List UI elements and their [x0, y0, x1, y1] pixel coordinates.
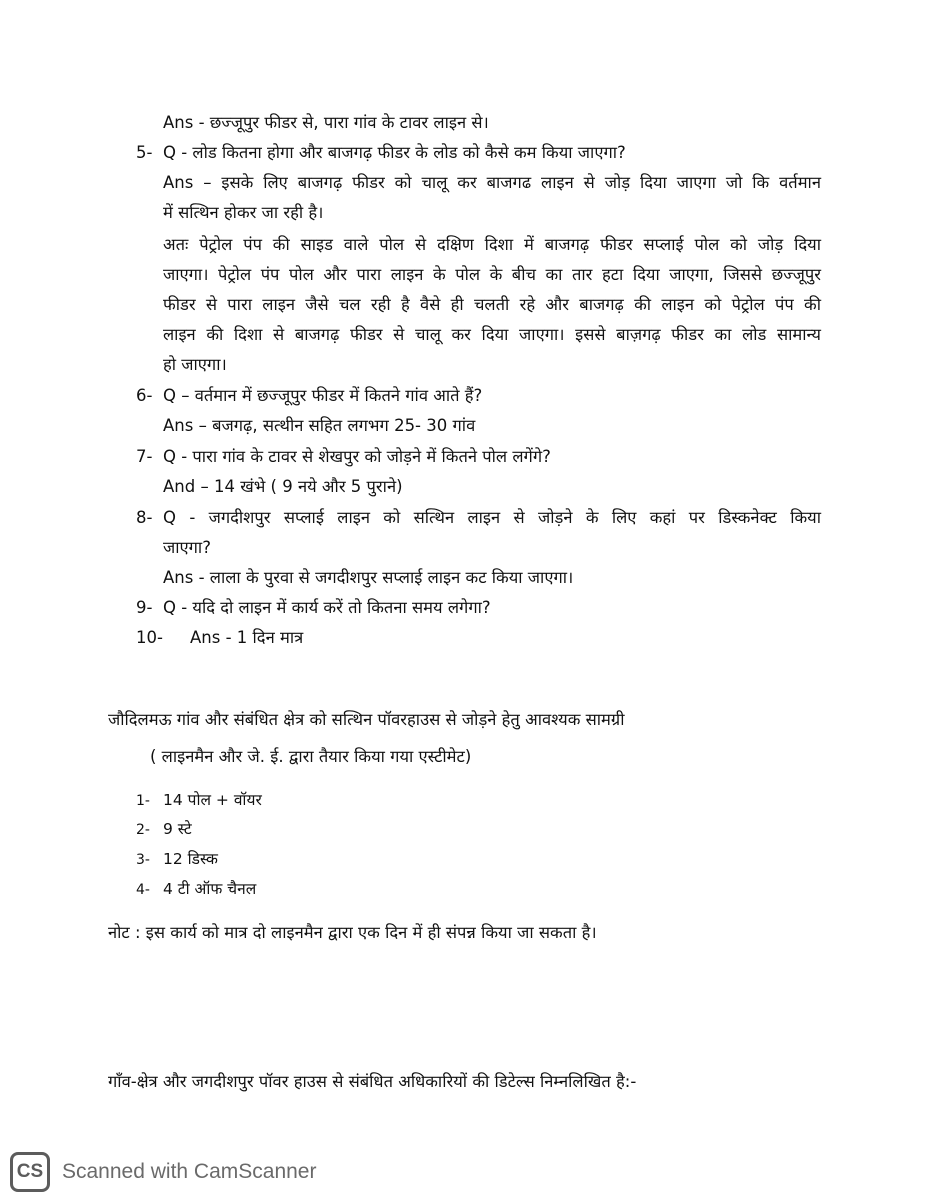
- q6-number: 6-: [136, 386, 153, 405]
- note-text: नोट : इस कार्य को मात्र दो लाइनमैन द्वारा एक दिन में ही संपन्न किया जा सकता है।: [108, 923, 597, 942]
- camscanner-watermark: [10, 1150, 316, 1194]
- material-number: 1-: [136, 793, 150, 809]
- q5-number: 5-: [136, 143, 153, 162]
- material-item: 4 टी ऑफ चैनल: [163, 880, 257, 898]
- q8-question-line-2: जाएगा?: [163, 538, 211, 557]
- q6-answer: Ans – बजगढ़, सत्थीन सहित लगभग 25- 30 गांव: [163, 416, 476, 435]
- q5-answer-line-3: अतः पेट्रोल पंप की साइड वाले पोल से दक्षिण दिशा में बाजगढ़ फीडर सप्लाई पोल को जोड़ दिया: [163, 235, 821, 254]
- q6-question: Q – वर्तमान में छज्जूपुर फीडर में कितने गांव आते हैं?: [163, 386, 483, 405]
- q7-answer: And – 14 खंभे ( 9 नये और 5 पुराने): [163, 477, 403, 496]
- q9-question: Q - यदि दो लाइन में कार्य करें तो कितना समय लगेगा?: [163, 598, 491, 617]
- q9-number: 9-: [136, 598, 153, 617]
- q7-question: Q - पारा गांव के टावर से शेखपुर को जोड़ने में कितने पोल लगेंगे?: [163, 447, 551, 466]
- q5-answer-line-4: जाएगा। पेट्रोल पंप पोल और पारा लाइन के पोल के बीच का तार हटा दिया जाएगा, जिससे छज्जूपुर: [163, 265, 821, 284]
- q5-question: Q - लोड कितना होगा और बाजगढ़ फीडर के लोड को कैसे कम किया जाएगा?: [163, 143, 626, 162]
- q7-number: 7-: [136, 447, 153, 466]
- q8-answer: Ans - लाला के पुरवा से जगदीशपुर सप्लाई लाइन कट किया जाएगा।: [163, 568, 574, 587]
- material-item: 14 पोल + वॉयर: [163, 791, 262, 809]
- section-subheading: ( लाइनमैन और जे. ई. द्वारा तैयार किया गया एस्टीमेट): [150, 747, 472, 766]
- camscanner-logo: [10, 1152, 50, 1192]
- material-number: 2-: [136, 822, 150, 838]
- material-item: 9 स्टे: [163, 820, 192, 838]
- camscanner-text: Scanned with CamScanner: [62, 1160, 317, 1183]
- camscanner-logo-text: CS: [16, 1161, 44, 1182]
- answer-4: Ans - छज्जूपुर फीडर से, पारा गांव के टावर लाइन से।: [163, 113, 489, 132]
- material-number: 4-: [136, 882, 150, 898]
- q5-answer-line-5: फीडर से पारा लाइन जैसे चल रही है वैसे ही चलती रहे और बाजगढ़ की लाइन को पेट्रोल पंप की: [163, 295, 821, 314]
- material-item: 12 डिस्क: [163, 850, 218, 868]
- q5-answer-line-2: में सत्थिन होकर जा रही है।: [163, 203, 324, 222]
- q5-answer-line-1: Ans – इसके लिए बाजगढ़ फीडर को चालू कर बाजगढ लाइन से जोड़ दिया जाएगा जो कि वर्तमान: [163, 173, 821, 192]
- q10-answer: Ans - 1 दिन मात्र: [190, 628, 304, 647]
- q5-answer-line-6: लाइन की दिशा से बाजगढ़ फीडर से चालू कर दिया जाएगा। इससे बाज़गढ़ फीडर का लोड सामान्य: [163, 325, 821, 344]
- q10-number: 10-: [136, 628, 163, 647]
- q8-question-line-1: Q - जगदीशपुर सप्लाई लाइन को सत्थिन लाइन से जोड़ने के लिए कहां पर डिस्कनेक्ट किया: [163, 508, 821, 527]
- q5-answer-line-7: हो जाएगा।: [163, 355, 227, 374]
- q8-number: 8-: [136, 508, 153, 527]
- officials-heading: गाँव-क्षेत्र और जगदीशपुर पॉवर हाउस से संबंधित अधिकारियों की डिटेल्स निम्नलिखित है:-: [108, 1072, 637, 1091]
- material-number: 3-: [136, 852, 150, 868]
- section-heading: जौदिलमऊ गांव और संबंधित क्षेत्र को सत्थिन पॉवरहाउस से जोड़ने हेतु आवश्यक सामग्री: [108, 710, 625, 729]
